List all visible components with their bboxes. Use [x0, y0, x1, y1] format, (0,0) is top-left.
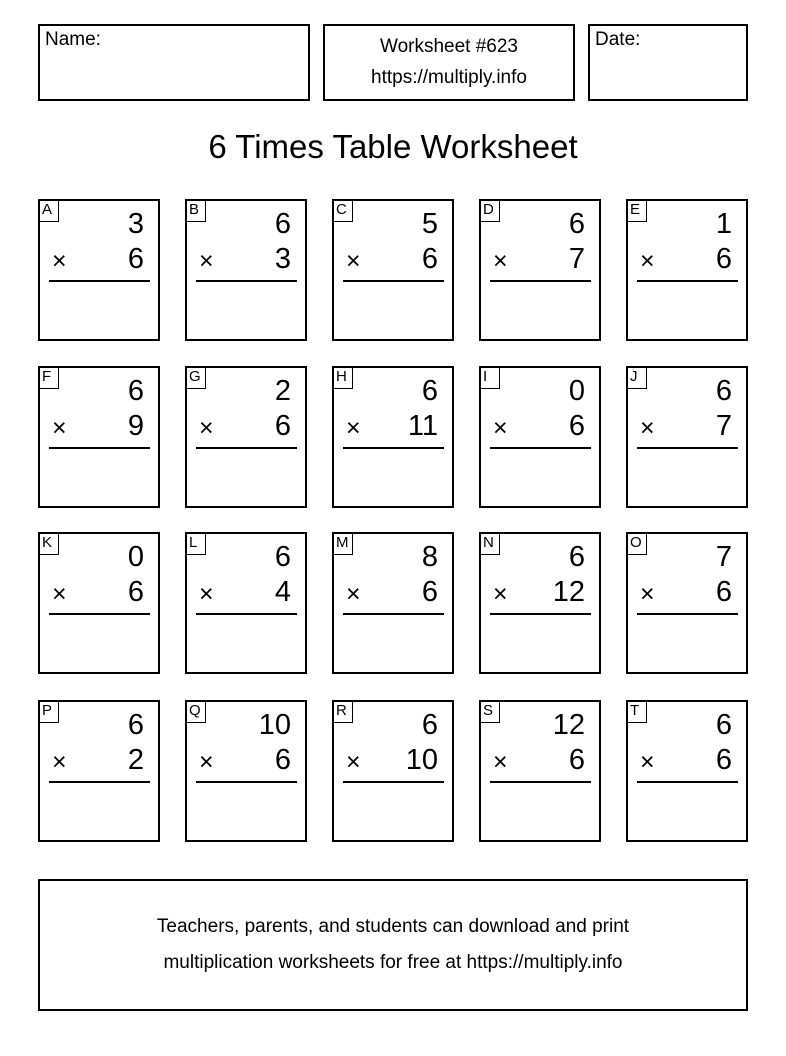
multiplier: 6: [568, 744, 585, 776]
problem-card: [332, 199, 454, 341]
multiplier: 6: [715, 576, 732, 608]
multiplicand: 0: [127, 541, 144, 573]
answer-line: [490, 447, 591, 449]
answer-line: [637, 280, 738, 282]
problem-letter: F: [39, 367, 59, 389]
multiplicand: 10: [258, 709, 291, 741]
problem-letter: T: [627, 701, 647, 723]
multiplier: 6: [274, 744, 291, 776]
times-sign: ×: [346, 748, 361, 776]
multiplicand: 8: [421, 541, 438, 573]
problem-card: [185, 532, 307, 674]
answer-line: [343, 280, 444, 282]
problem-card: [626, 532, 748, 674]
multiplicand: 1: [715, 208, 732, 240]
multiplicand: 6: [127, 709, 144, 741]
times-sign: ×: [640, 247, 655, 275]
multiplicand: 6: [274, 208, 291, 240]
times-sign: ×: [640, 580, 655, 608]
answer-line: [343, 781, 444, 783]
multiplicand: 12: [552, 709, 585, 741]
multiplier: 6: [715, 744, 732, 776]
problem-letter: D: [480, 200, 500, 222]
problem-card: [38, 366, 160, 508]
problem-letter: A: [39, 200, 59, 222]
problem-card: [479, 532, 601, 674]
multiplier: 4: [274, 576, 291, 608]
problem-letter: E: [627, 200, 647, 222]
worksheet-url: https://multiply.info: [371, 67, 527, 88]
times-sign: ×: [346, 580, 361, 608]
multiplier: 7: [568, 243, 585, 275]
problem-card: [185, 199, 307, 341]
times-sign: ×: [199, 414, 214, 442]
problem-card: [479, 199, 601, 341]
answer-line: [196, 447, 297, 449]
times-sign: ×: [52, 580, 67, 608]
times-sign: ×: [199, 748, 214, 776]
answer-line: [49, 781, 150, 783]
times-sign: ×: [199, 247, 214, 275]
footer-line-2: multiplication worksheets for free at https://multiply.info: [163, 952, 623, 973]
problem-card: [38, 700, 160, 842]
multiplier: 6: [127, 576, 144, 608]
multiplier: 6: [127, 243, 144, 275]
times-sign: ×: [493, 414, 508, 442]
answer-line: [49, 447, 150, 449]
answer-line: [343, 613, 444, 615]
problem-letter: K: [39, 533, 59, 555]
multiplier: 6: [274, 410, 291, 442]
multiplicand: 6: [274, 541, 291, 573]
problem-letter: J: [627, 367, 647, 389]
problem-letter: R: [333, 701, 353, 723]
times-sign: ×: [346, 247, 361, 275]
problem-letter: C: [333, 200, 353, 222]
problem-card: [332, 700, 454, 842]
times-sign: ×: [640, 748, 655, 776]
problem-card: [38, 199, 160, 341]
problem-letter: I: [480, 367, 500, 389]
answer-line: [637, 781, 738, 783]
times-sign: ×: [640, 414, 655, 442]
footer-box: [38, 879, 748, 1011]
problem-card: [332, 366, 454, 508]
multiplicand: 6: [421, 709, 438, 741]
multiplicand: 6: [715, 709, 732, 741]
answer-line: [490, 781, 591, 783]
worksheet-number: Worksheet #623: [379, 36, 518, 57]
multiplicand: 7: [715, 541, 732, 573]
answer-line: [343, 447, 444, 449]
name-box[interactable]: [38, 24, 310, 101]
problem-card: [332, 532, 454, 674]
problem-letter: S: [480, 701, 500, 723]
multiplicand: 3: [127, 208, 144, 240]
multiplicand: 6: [715, 375, 732, 407]
problem-card: [626, 700, 748, 842]
answer-line: [490, 280, 591, 282]
footer-line-1: Teachers, parents, and students can download and print: [156, 916, 630, 937]
multiplier: 10: [405, 744, 438, 776]
date-box[interactable]: [588, 24, 748, 101]
multiplicand: 6: [568, 208, 585, 240]
problem-letter: M: [333, 533, 353, 555]
problem-letter: B: [186, 200, 206, 222]
multiplicand: 0: [568, 375, 585, 407]
multiplier: 12: [552, 576, 585, 608]
answer-line: [49, 613, 150, 615]
answer-line: [637, 447, 738, 449]
answer-line: [196, 613, 297, 615]
multiplicand: 2: [274, 375, 291, 407]
problem-letter: G: [186, 367, 206, 389]
problem-card: [626, 199, 748, 341]
page-title: 6 Times Table Worksheet: [208, 128, 578, 165]
worksheet-info-box: [323, 24, 575, 101]
multiplicand: 6: [421, 375, 438, 407]
problem-card: [479, 366, 601, 508]
multiplicand: 6: [568, 541, 585, 573]
name-label: Name:: [45, 29, 101, 50]
problem-card: [185, 366, 307, 508]
multiplier: 3: [274, 243, 291, 275]
problem-letter: H: [333, 367, 353, 389]
times-sign: ×: [493, 580, 508, 608]
multiplier: 9: [127, 410, 144, 442]
times-sign: ×: [52, 414, 67, 442]
multiplier: 6: [568, 410, 585, 442]
times-sign: ×: [493, 748, 508, 776]
times-sign: ×: [52, 748, 67, 776]
times-sign: ×: [199, 580, 214, 608]
times-sign: ×: [52, 247, 67, 275]
problem-letter: P: [39, 701, 59, 723]
multiplier: 11: [407, 410, 438, 442]
problem-letter: Q: [186, 701, 206, 723]
multiplier: 6: [421, 243, 438, 275]
answer-line: [637, 613, 738, 615]
problem-card: [626, 366, 748, 508]
problem-card: [38, 532, 160, 674]
problem-letter: L: [186, 533, 206, 555]
problem-letter: O: [627, 533, 647, 555]
answer-line: [49, 280, 150, 282]
problem-card: [185, 700, 307, 842]
multiplicand: 6: [127, 375, 144, 407]
date-label: Date:: [595, 29, 641, 50]
multiplicand: 5: [421, 208, 438, 240]
answer-line: [196, 781, 297, 783]
times-sign: ×: [346, 414, 361, 442]
problem-letter: N: [480, 533, 500, 555]
multiplier: 6: [421, 576, 438, 608]
multiplier: 2: [127, 744, 144, 776]
answer-line: [196, 280, 297, 282]
times-sign: ×: [493, 247, 508, 275]
multiplier: 7: [715, 410, 732, 442]
multiplier: 6: [715, 243, 732, 275]
problem-card: [479, 700, 601, 842]
answer-line: [490, 613, 591, 615]
